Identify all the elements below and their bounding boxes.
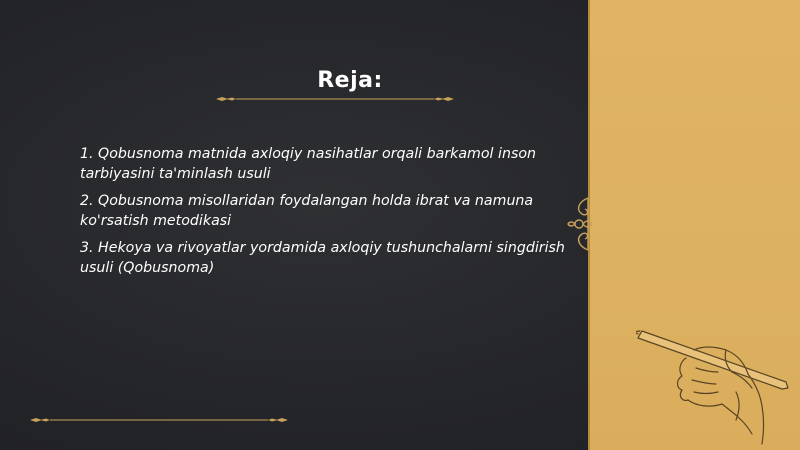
scroll-flourish-icon [566, 196, 596, 252]
ornamental-divider-icon [214, 95, 456, 103]
list-item: 1. Qobusnoma matnida axloqiy nasihatlar orqali barkamol inson tarbiyasini ta'minlash usuli [80, 146, 537, 182]
agenda-list [80, 144, 580, 285]
hand-holding-pen-icon [636, 328, 796, 446]
bottom-divider-icon [28, 416, 290, 424]
slide-title: Reja: [317, 68, 383, 93]
list-item: 2. Qobusnoma misollaridan foydalangan holda ibrat va namuna ko'rsatish metodikasi [80, 193, 534, 229]
list-item: 3. Hekoya va rivoyatlar yordamida axloqiy tushunchalarni singdirish usuli (Qobusnoma) [80, 240, 565, 276]
